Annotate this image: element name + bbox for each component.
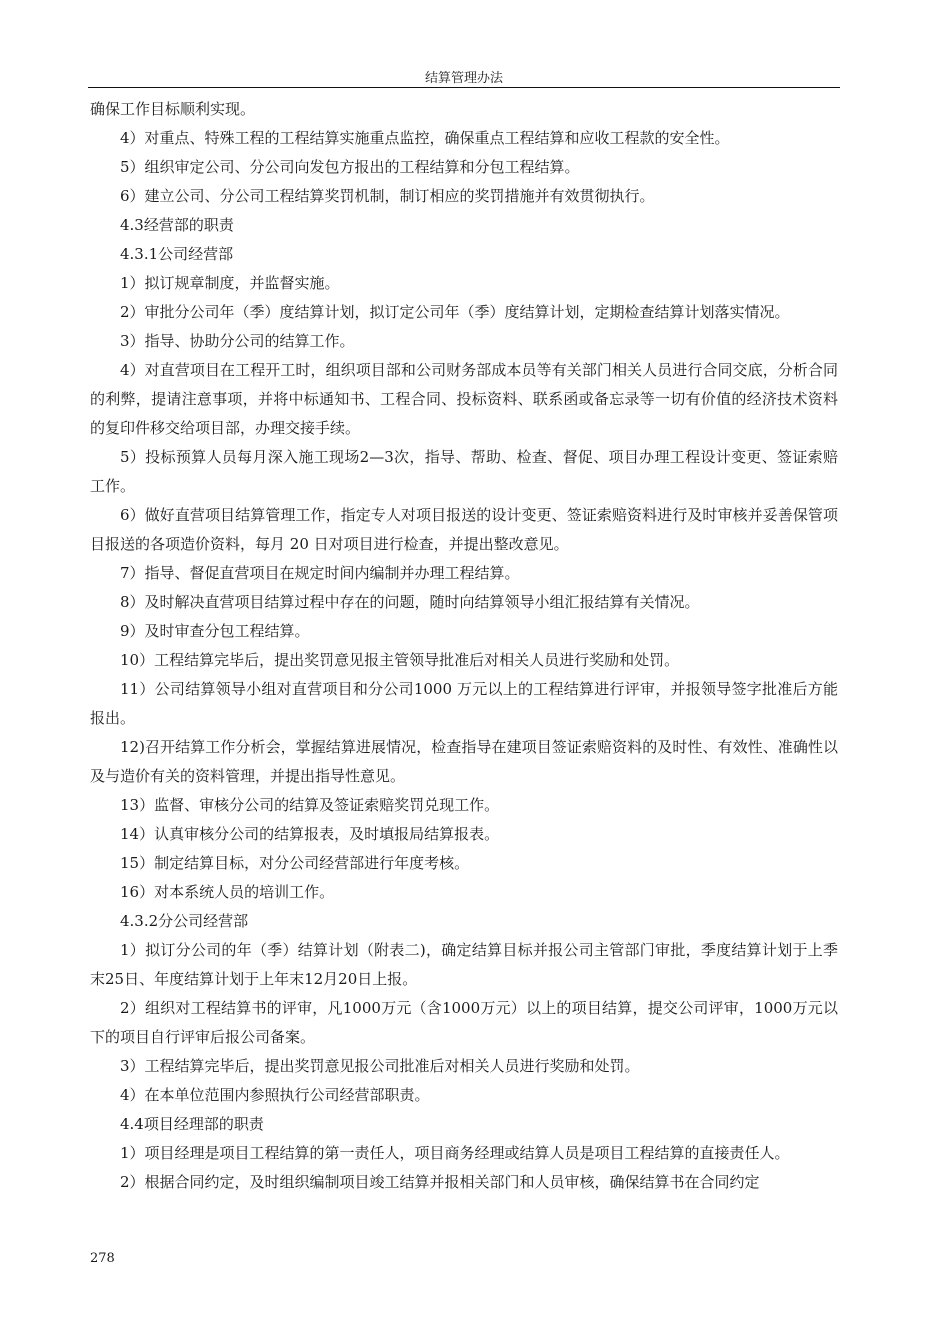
paragraph: 2）组织对工程结算书的评审，凡1000万元（含1000万元）以上的项目结算，提交公司评审，1000万元以下的项目自行评审后报公司备案。 <box>90 999 838 1046</box>
running-header-title: 结算管理办法 <box>424 71 503 86</box>
paragraph: 确保工作目标顺利实现。 <box>90 100 256 118</box>
paragraph: 11）公司结算领导小组对直营项目和分公司1000 万元以上的工程结算进行评审，并报领导签字批准后方能报出。 <box>90 680 838 727</box>
paragraph: 3）指导、协助分公司的结算工作。 <box>120 332 355 350</box>
page-number: 278 <box>90 1251 115 1266</box>
paragraph: 1）拟订规章制度，并监督实施。 <box>120 274 340 292</box>
paragraph: 6）做好直营项目结算管理工作，指定专人对项目报送的设计变更、签证索赔资料进行及时审核并妥善保管项目报送的各项造价资料，每月 20 日对项目进行检查，并提出整改意见。 <box>90 506 838 553</box>
paragraph: 2）审批分公司年（季）度结算计划，拟订定公司年（季）度结算计划，定期检查结算计划落实情况。 <box>120 303 790 321</box>
paragraph: 1）项目经理是项目工程结算的第一责任人，项目商务经理或结算人员是项目工程结算的直接责任人。 <box>120 1144 790 1162</box>
paragraph: 14）认真审核分公司的结算报表，及时填报局结算报表。 <box>120 825 500 843</box>
paragraph: 12)召开结算工作分析会，掌握结算进展情况，检查指导在建项目签证索赔资料的及时性、有效性、准确性以及与造价有关的资料管理，并提出指导性意见。 <box>90 738 838 785</box>
paragraph: 16）对本系统人员的培训工作。 <box>120 883 335 901</box>
paragraph: 9）及时审查分包工程结算。 <box>120 622 310 640</box>
subsection-heading: 4.3.2分公司经营部 <box>120 912 249 930</box>
paragraph: 5）投标预算人员每月深入施工现场2—3次，指导、帮助、检查、督促、项目办理工程设计变更、签证索赔工作。 <box>90 448 838 495</box>
paragraph: 3）工程结算完毕后，提出奖罚意见报公司批准后对相关人员进行奖励和处罚。 <box>120 1057 640 1075</box>
document-body <box>90 95 838 1197</box>
paragraph: 4）对直营项目在工程开工时，组织项目部和公司财务部成本员等有关部门相关人员进行合同交底，分析合同的利弊，提请注意事项，并将中标通知书、工程合同、投标资料、联系函或备忘录等一切有价值的经济技术资料的复印件移交给项目部，办理交接手续。 <box>90 361 838 437</box>
paragraph: 6）建立公司、分公司工程结算奖罚机制，制订相应的奖罚措施并有效贯彻执行。 <box>120 187 655 205</box>
paragraph: 7）指导、督促直营项目在规定时间内编制并办理工程结算。 <box>120 564 520 582</box>
paragraph: 15）制定结算目标，对分公司经营部进行年度考核。 <box>120 854 470 872</box>
header-rule <box>88 87 840 88</box>
section-heading: 4.4项目经理部的职责 <box>120 1115 264 1133</box>
paragraph: 5）组织审定公司、分公司向发包方报出的工程结算和分包工程结算。 <box>120 158 580 176</box>
paragraph: 2）根据合同约定，及时组织编制项目竣工结算并报相关部门和人员审核，确保结算书在合同约定 <box>120 1173 760 1191</box>
paragraph: 4）在本单位范围内参照执行公司经营部职责。 <box>120 1086 430 1104</box>
section-heading: 4.3经营部的职责 <box>120 216 234 234</box>
paragraph: 8）及时解决直营项目结算过程中存在的问题，随时向结算领导小组汇报结算有关情况。 <box>120 593 700 611</box>
subsection-heading: 4.3.1公司经营部 <box>120 245 234 263</box>
paragraph: 10）工程结算完毕后，提出奖罚意见报主管领导批准后对相关人员进行奖励和处罚。 <box>120 651 680 669</box>
paragraph: 13）监督、审核分公司的结算及签证索赔奖罚兑现工作。 <box>120 796 500 814</box>
paragraph: 1）拟订分公司的年（季）结算计划（附表二)，确定结算目标并报公司主管部门审批，季度结算计划于上季末25日、年度结算计划于上年末12月20日上报。 <box>90 941 838 988</box>
paragraph: 4）对重点、特殊工程的工程结算实施重点监控，确保重点工程结算和应收工程款的安全性。 <box>120 129 730 147</box>
